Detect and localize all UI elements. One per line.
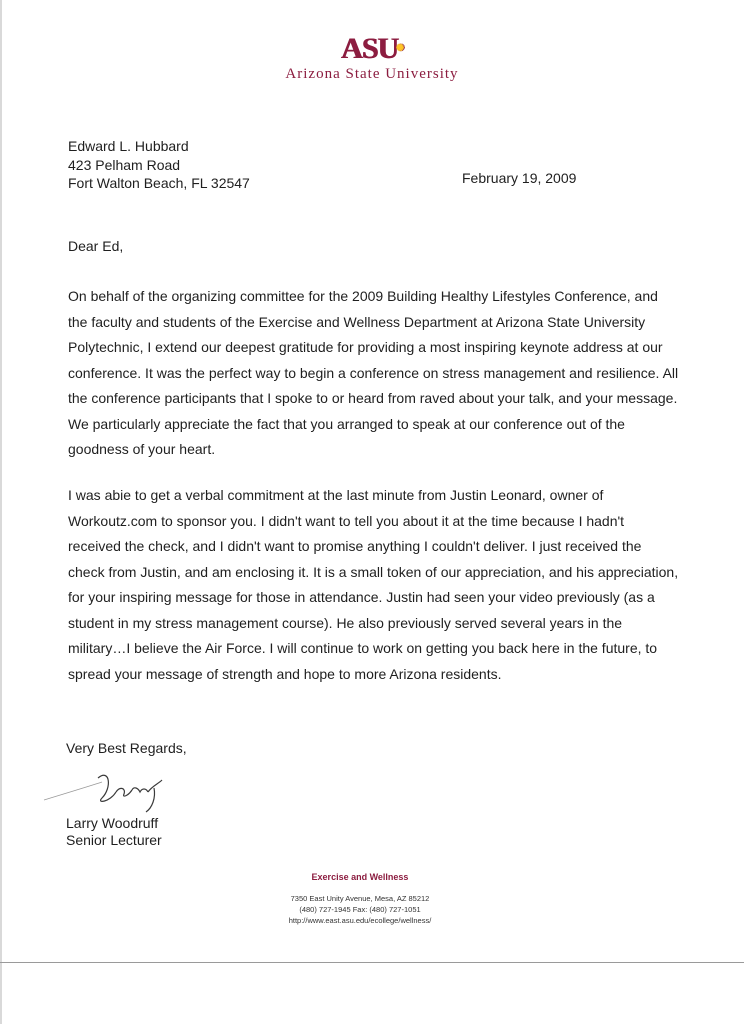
- scan-edge-bottom: [0, 962, 744, 963]
- footer-phone: (480) 727-1945 Fax: (480) 727-1051: [299, 905, 421, 914]
- letter-date: February 19, 2009: [462, 170, 577, 186]
- signer-name: Larry Woodruff: [66, 815, 159, 831]
- body-paragraph-1: On behalf of the organizing committee for the 2009 Building Healthy Lifestyles Conference, and the faculty and students of the Exercise and Wellness Department at Arizona State University Polytechnic, I extend our deepest gratitude for providing a most inspiring keynote address at our conference. It was the perfect way to begin a conference on stress management and resilience. All the conference participants that I spoke to or heard from raved about your talk, and your message. We particularly appreciate the fact that you arranged to speak at our conference out of the goodness of your heart.: [68, 288, 679, 457]
- body-paragraph-2: I was abie to get a verbal commitment at the last minute from Justin Leonard, owner of Workoutz.com to sponsor you. I didn't want to tell you about it at the time because I hadn't received the check, and I didn't want to promise anything I couldn't deliver. I just received the check from Justin, and am enclosing it. It is a small token of our appreciation, and his appreciation, for your inspiring message for those in attendance. Justin had seen your video previously (as a student in my stress management course). He also previously served several years in the military…I believe the Air Force. I will continue to work on getting you back here in the future, to spread your message of strength and hope to more Arizona residents.: [68, 487, 679, 682]
- recipient-street: 423 Pelham Road: [68, 156, 181, 173]
- salutation: Dear Ed,: [68, 238, 124, 254]
- closing: Very Best Regards,: [66, 740, 187, 756]
- footer-department: Exercise and Wellness: [311, 872, 409, 882]
- letterhead: [0, 34, 744, 83]
- university-name: Arizona State University: [285, 66, 459, 82]
- handwritten-signature: [40, 758, 180, 814]
- footer: [230, 872, 490, 926]
- scan-edge: [0, 0, 2, 1024]
- recipient-name: Edward L. Hubbard: [68, 138, 189, 154]
- recipient-city: Fort Walton Beach, FL 32547: [68, 175, 250, 191]
- asu-logo-icon: ASU✺: [340, 32, 404, 65]
- signer-title: Senior Lecturer: [66, 832, 162, 848]
- footer-url: http://www.east.asu.edu/ecollege/wellness/: [288, 916, 432, 925]
- footer-address: 7350 East Unity Avenue, Mesa, AZ 85212: [290, 894, 430, 903]
- recipient-address: [68, 137, 250, 193]
- signer-block: [66, 815, 162, 849]
